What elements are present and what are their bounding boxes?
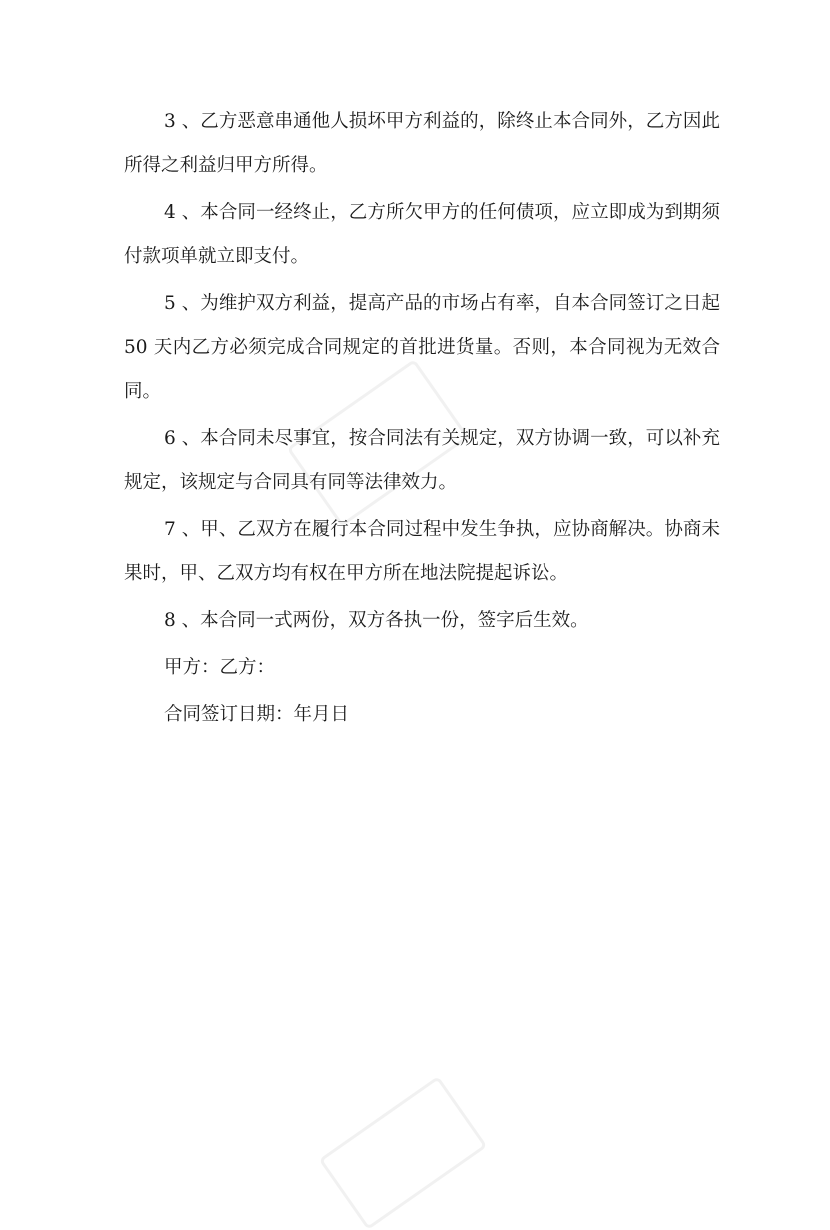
clause-8: 8 、本合同一式两份，双方各执一份，签字后生效。 [164, 610, 589, 631]
clause-6: 6 、本合同未尽事宜，按合同法有关规定，双方协调一致，可以补充规定，该规定与合同具有同等法律效力。 [124, 428, 720, 493]
signing-date: 合同签订日期：年月日 [164, 704, 350, 725]
clause-5: 5 、为维护双方利益，提高产品的市场占有率，自本合同签订之日起 50 天内乙方必须完成合同规定的首批进货量。否则，本合同视为无效合同。 [124, 293, 720, 402]
signature-parties: 甲方：乙方： [164, 657, 276, 678]
clause-7: 7 、甲、乙双方在履行本合同过程中发生争执，应协商解决。协商未果时，甲、乙双方均有权在甲方所在地法院提起诉讼。 [124, 519, 720, 584]
clause-3: 3 、乙方恶意串通他人损坏甲方利益的，除终止本合同外，乙方因此所得之利益归甲方所得。 [124, 111, 720, 176]
clause-4: 4 、本合同一经终止，乙方所欠甲方的任何债项，应立即成为到期须付款项单就立即支付。 [124, 202, 720, 267]
contract-body [124, 100, 720, 737]
watermark [319, 1076, 488, 1230]
